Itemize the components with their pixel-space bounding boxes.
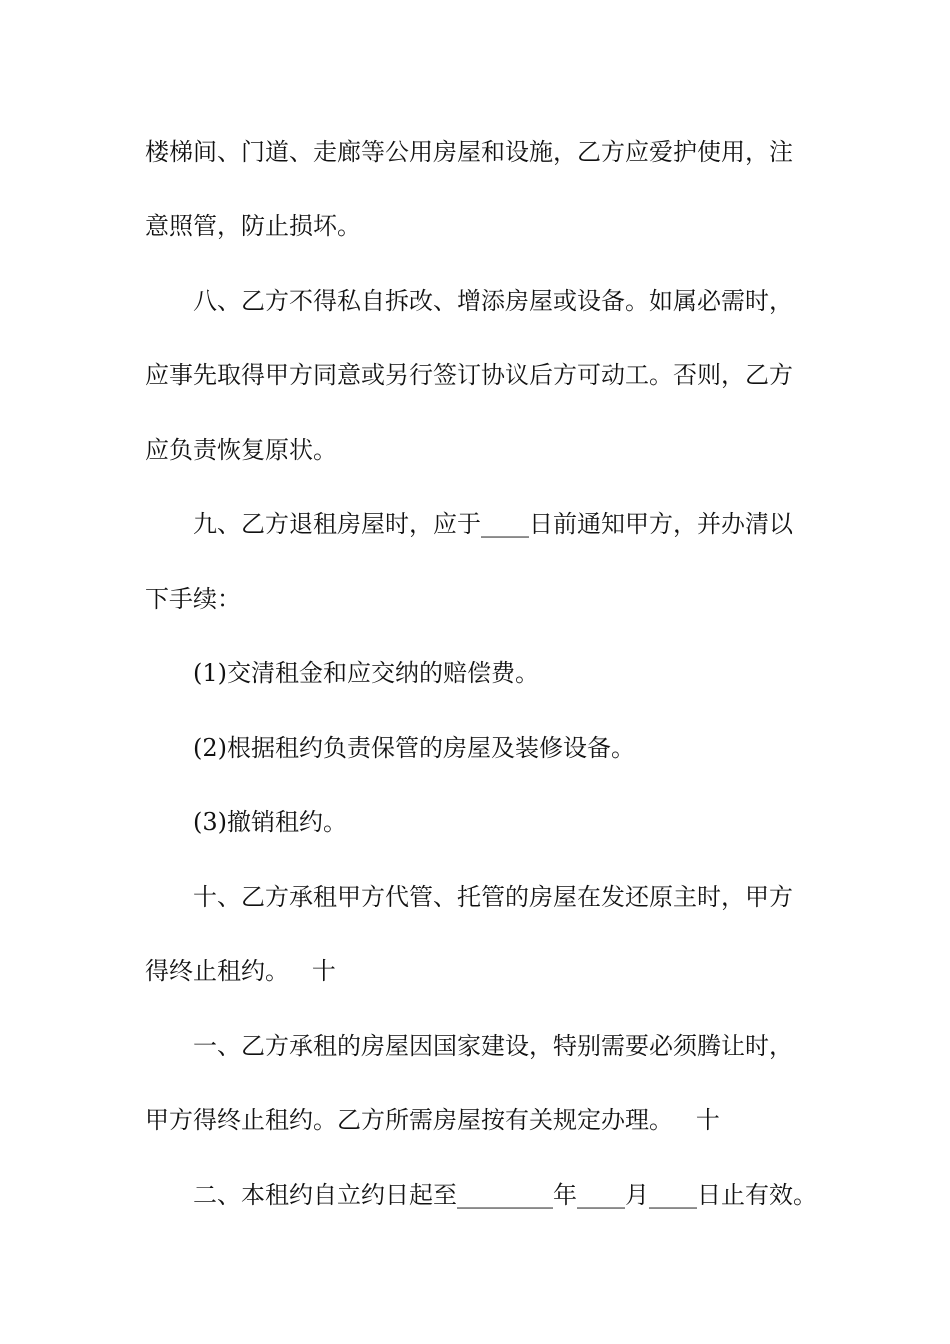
paragraph-start-line: 十、乙方承租甲方代管、托管的房屋在发还原主时，甲方 xyxy=(193,883,793,911)
text-line: 得终止租约。 十 xyxy=(145,957,336,985)
paragraph-start-line: 八、乙方不得私自拆改、增添房屋或设备。如属必需时， xyxy=(193,287,793,315)
text-line: 意照管，防止损坏。 xyxy=(145,212,361,240)
text-line: 下手续： xyxy=(145,585,241,613)
list-item: (2)根据租约负责保管的房屋及装修设备。 xyxy=(193,734,635,762)
paragraph-start-line: 二、本租约自立约日起至________年____月____日止有效。 xyxy=(193,1181,817,1209)
text-line: 应事先取得甲方同意或另行签订协议后方可动工。否则，乙方 xyxy=(145,361,793,389)
text-line: 应负责恢复原状。 xyxy=(145,436,337,464)
paragraph-start-line: 一、乙方承租的房屋因国家建设，特别需要必须腾让时， xyxy=(193,1032,793,1060)
list-item: (3)撤销租约。 xyxy=(193,808,347,836)
text-line: 甲方得终止租约。乙方所需房屋按有关规定办理。 十 xyxy=(145,1106,720,1134)
list-item: (1)交清租金和应交纳的赔偿费。 xyxy=(193,659,539,687)
paragraph-start-line: 九、乙方退租房屋时，应于____日前通知甲方，并办清以 xyxy=(193,510,793,538)
text-line: 楼梯间、门道、走廊等公用房屋和设施，乙方应爱护使用，注 xyxy=(145,138,793,166)
